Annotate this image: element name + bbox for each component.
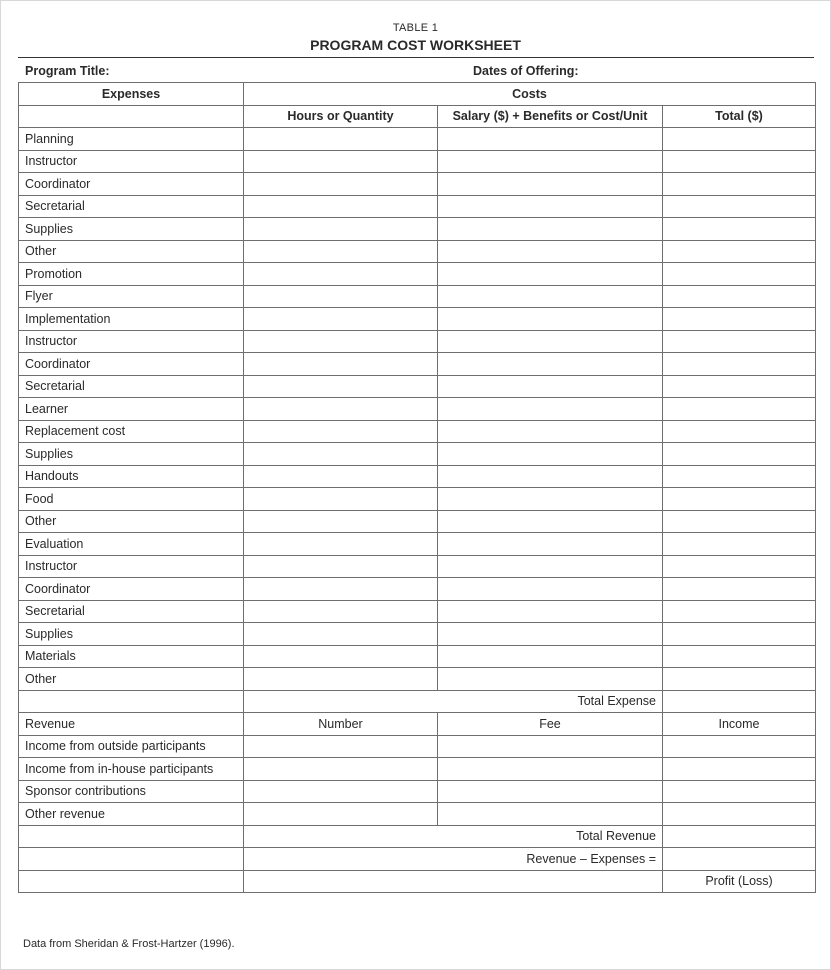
expense-entry-cell[interactable] [663,510,816,533]
hours-quantity-header: Hours or Quantity [244,105,438,128]
expense-entry-cell[interactable] [663,308,816,331]
expense-entry-cell[interactable] [663,555,816,578]
expense-entry-cell[interactable] [663,488,816,511]
expense-item-row [19,420,816,443]
expense-entry-cell[interactable] [438,128,663,151]
fee-header: Fee [438,713,663,736]
expense-entry-cell[interactable] [244,330,438,353]
revenue-entry-cell[interactable] [438,735,663,758]
expense-entry-cell[interactable] [244,218,438,241]
expense-item-row [19,195,816,218]
expense-item-row [19,510,816,533]
revenue-item-row [19,780,816,803]
expense-entry-cell[interactable] [438,465,663,488]
expense-entry-cell[interactable] [244,398,438,421]
source-footnote: Data from Sheridan & Frost-Hartzer (1996). [23,938,235,950]
expense-item-label: Other [19,510,244,533]
expense-entry-cell[interactable] [663,465,816,488]
expense-item-label: Supplies [19,443,244,466]
expense-entry-cell[interactable] [244,555,438,578]
revenue-item-label: Other revenue [19,803,244,826]
revenue-entry-cell[interactable] [663,780,816,803]
title-rule [18,57,814,58]
program-title-label: Program Title: [25,64,110,78]
expense-entry-cell[interactable] [244,150,438,173]
expense-category-label: Planning [19,128,244,151]
revenue-entry-cell[interactable] [438,780,663,803]
expense-entry-cell[interactable] [244,465,438,488]
expense-entry-cell[interactable] [438,623,663,646]
costs-header: Costs [244,83,816,106]
expense-entry-cell[interactable] [663,285,816,308]
expense-entry-cell[interactable] [663,330,816,353]
expense-entry-cell[interactable] [244,488,438,511]
expense-entry-cell[interactable] [663,240,816,263]
expense-entry-cell[interactable] [438,353,663,376]
expense-entry-cell[interactable] [244,128,438,151]
empty-cell [19,690,244,713]
expense-item-label: Replacement cost [19,420,244,443]
expense-entry-cell[interactable] [244,173,438,196]
expense-entry-cell[interactable] [663,623,816,646]
expense-entry-cell[interactable] [663,398,816,421]
expense-item-label: Other [19,668,244,691]
expense-item-label: Secretarial [19,375,244,398]
expense-item-row [19,668,816,691]
expense-entry-cell[interactable] [438,173,663,196]
expense-entry-cell[interactable] [244,645,438,668]
expense-category-label: Implementation [19,308,244,331]
expense-item-label: Instructor [19,330,244,353]
empty-cell [19,825,244,848]
expense-entry-cell[interactable] [438,330,663,353]
expense-entry-cell[interactable] [663,353,816,376]
expense-item-label: Learner [19,398,244,421]
expense-entry-cell[interactable] [663,263,816,286]
header-row-costs [19,83,816,106]
expense-entry-cell[interactable] [438,555,663,578]
expense-item-row [19,488,816,511]
expense-entry-cell[interactable] [663,173,816,196]
expense-entry-cell[interactable] [663,645,816,668]
expense-item-label: Secretarial [19,600,244,623]
revenue-entry-cell[interactable] [244,758,438,781]
expense-item-row [19,443,816,466]
expense-entry-cell[interactable] [244,623,438,646]
expense-category-row [19,128,816,151]
expense-entry-cell[interactable] [244,308,438,331]
revenue-entry-cell[interactable] [438,758,663,781]
expense-item-label: Coordinator [19,353,244,376]
expense-entry-cell[interactable] [663,578,816,601]
revenue-minus-expenses-label: Revenue – Expenses = [244,848,663,871]
expense-item-row [19,173,816,196]
total-revenue-cell[interactable] [663,825,816,848]
expense-item-row [19,645,816,668]
expense-item-label: Flyer [19,285,244,308]
revenue-entry-cell[interactable] [663,803,816,826]
expense-item-row [19,218,816,241]
expense-entry-cell[interactable] [438,240,663,263]
expense-item-row [19,578,816,601]
expense-entry-cell[interactable] [244,263,438,286]
revenue-minus-expenses-cell[interactable] [663,848,816,871]
expenses-header: Expenses [19,83,244,106]
expense-entry-cell[interactable] [244,578,438,601]
worksheet-title: PROGRAM COST WORKSHEET [310,37,521,53]
expense-category-label: Promotion [19,263,244,286]
expense-entry-cell[interactable] [244,375,438,398]
expense-entry-cell[interactable] [663,668,816,691]
expense-entry-cell[interactable] [663,420,816,443]
revenue-item-label: Sponsor contributions [19,780,244,803]
expense-entry-cell[interactable] [244,420,438,443]
expense-entry-cell[interactable] [244,510,438,533]
expense-item-label: Handouts [19,465,244,488]
total-expense-row [19,690,816,713]
revenue-item-row [19,803,816,826]
profit-loss-label: Profit (Loss) [663,870,816,893]
expense-entry-cell[interactable] [438,443,663,466]
table-caption: TABLE 1 [392,22,439,34]
expense-entry-cell[interactable] [244,443,438,466]
empty-cell [19,870,244,893]
revenue-header: Revenue [19,713,244,736]
expense-item-row [19,465,816,488]
revenue-entry-cell[interactable] [438,803,663,826]
revenue-entry-cell[interactable] [244,735,438,758]
expense-entry-cell[interactable] [438,578,663,601]
expense-item-row [19,600,816,623]
expense-item-row [19,285,816,308]
expense-entry-cell[interactable] [438,488,663,511]
expense-entry-cell[interactable] [663,218,816,241]
expense-item-label: Food [19,488,244,511]
dates-of-offering-label: Dates of Offering: [473,64,579,78]
expense-entry-cell[interactable] [438,645,663,668]
expense-entry-cell[interactable] [438,308,663,331]
expense-item-label: Materials [19,645,244,668]
expense-item-label: Instructor [19,150,244,173]
expense-entry-cell[interactable] [663,128,816,151]
expense-entry-cell[interactable] [663,150,816,173]
expense-item-label: Secretarial [19,195,244,218]
expense-entry-cell[interactable] [244,668,438,691]
number-header: Number [244,713,438,736]
total-expense-cell[interactable] [663,690,816,713]
empty-cell [244,870,663,893]
expense-entry-cell[interactable] [438,668,663,691]
expense-entry-cell[interactable] [438,218,663,241]
empty-cell [19,848,244,871]
total-expense-label: Total Expense [244,690,663,713]
expense-category-row [19,533,816,556]
expense-item-label: Instructor [19,555,244,578]
expense-item-label: Supplies [19,218,244,241]
expense-item-row [19,623,816,646]
profit-loss-row [19,870,816,893]
expense-entry-cell[interactable] [438,150,663,173]
header-row-columns [19,105,816,128]
revenue-item-label: Income from in-house participants [19,758,244,781]
expense-category-label: Evaluation [19,533,244,556]
salary-benefits-header: Salary ($) + Benefits or Cost/Unit [438,105,663,128]
total-header: Total ($) [663,105,816,128]
revenue-header-row [19,713,816,736]
expense-item-label: Coordinator [19,173,244,196]
income-header: Income [663,713,816,736]
revenue-minus-expenses-row [19,848,816,871]
revenue-item-row [19,735,816,758]
expense-item-row [19,555,816,578]
revenue-entry-cell[interactable] [663,758,816,781]
expense-entry-cell[interactable] [663,443,816,466]
expense-entry-cell[interactable] [244,533,438,556]
expense-item-row [19,330,816,353]
expense-entry-cell[interactable] [244,600,438,623]
expense-entry-cell[interactable] [438,263,663,286]
expense-entry-cell[interactable] [244,353,438,376]
expense-entry-cell[interactable] [244,195,438,218]
expense-entry-cell[interactable] [438,375,663,398]
expense-category-row [19,308,816,331]
expense-entry-cell[interactable] [438,398,663,421]
expense-entry-cell[interactable] [663,375,816,398]
expense-entry-cell[interactable] [438,533,663,556]
expense-category-row [19,263,816,286]
expense-item-row [19,398,816,421]
revenue-item-label: Income from outside participants [19,735,244,758]
total-revenue-row [19,825,816,848]
revenue-entry-cell[interactable] [663,735,816,758]
empty-cell [19,105,244,128]
expense-item-label: Coordinator [19,578,244,601]
expense-entry-cell[interactable] [663,195,816,218]
expense-item-row [19,375,816,398]
expense-entry-cell[interactable] [663,533,816,556]
expense-entry-cell[interactable] [438,195,663,218]
expense-item-row [19,353,816,376]
expense-item-row [19,240,816,263]
expense-entry-cell[interactable] [438,600,663,623]
expense-entry-cell[interactable] [438,420,663,443]
revenue-item-row [19,758,816,781]
expense-item-row [19,150,816,173]
expense-item-label: Supplies [19,623,244,646]
revenue-entry-cell[interactable] [244,803,438,826]
expense-item-label: Other [19,240,244,263]
expense-entry-cell[interactable] [244,240,438,263]
expense-entry-cell[interactable] [244,285,438,308]
expense-entry-cell[interactable] [438,285,663,308]
expense-entry-cell[interactable] [438,510,663,533]
revenue-entry-cell[interactable] [244,780,438,803]
total-revenue-label: Total Revenue [244,825,663,848]
cost-worksheet-table [18,82,816,893]
expense-entry-cell[interactable] [663,600,816,623]
